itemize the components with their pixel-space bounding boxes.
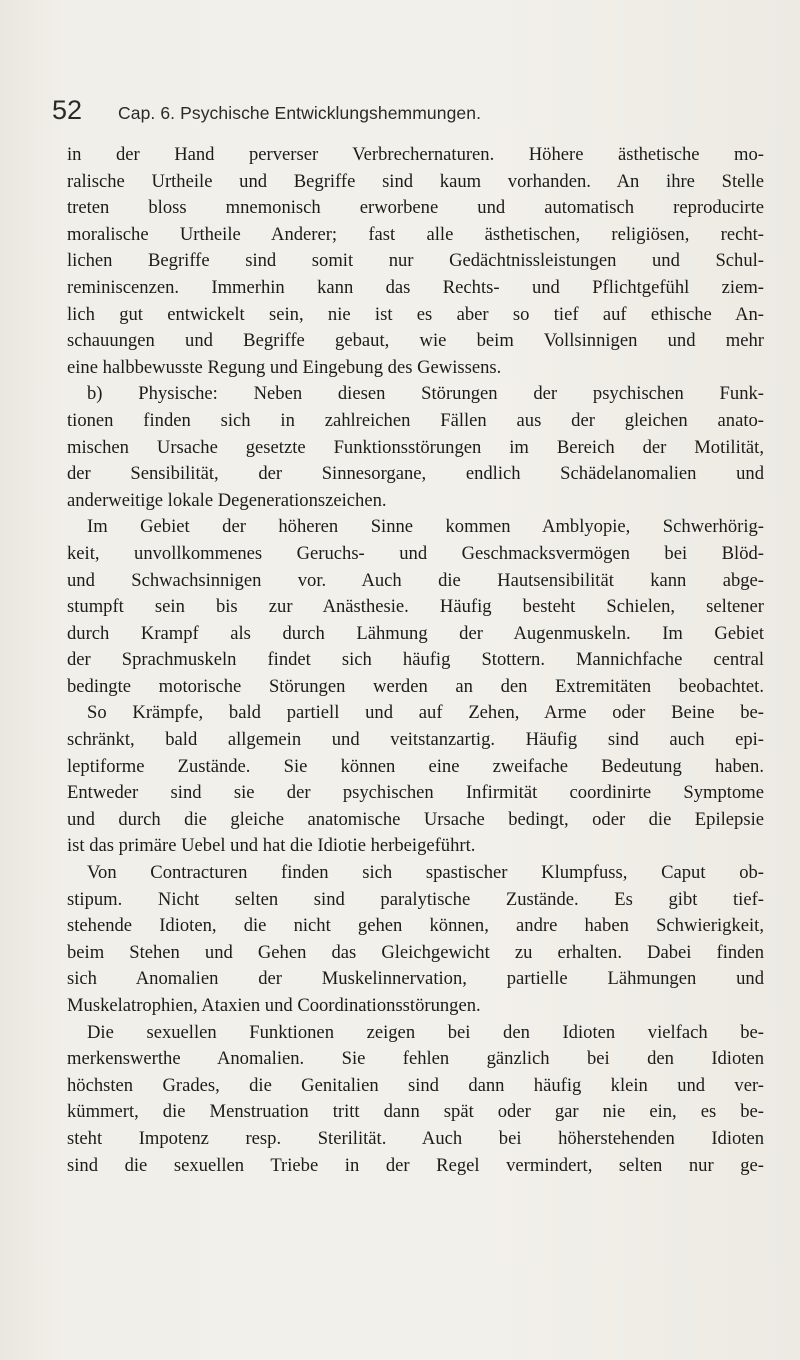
text-line: So Krämpfe, bald partiell und auf Zehen, Arme oder Beine be-: [87, 702, 764, 724]
page-header: [52, 95, 752, 131]
body-text: [67, 142, 764, 1179]
text-line: leptiforme Zustände. Sie können eine zweifache Bedeutung haben.: [67, 755, 764, 777]
text-line: der Sprachmuskeln findet sich häufig Stottern. Mannichfache central: [67, 649, 764, 671]
text-line: schränkt, bald allgemein und veitstanzartig. Häufig sind auch epi-: [67, 729, 764, 751]
text-line: beim Stehen und Gehen das Gleichgewicht zu erhalten. Dabei finden: [67, 941, 764, 963]
text-line: sich Anomalien der Muskelinnervation, partielle Lähmungen und: [67, 968, 764, 990]
text-line: höchsten Grades, die Genitalien sind dann häufig klein und ver-: [67, 1074, 764, 1096]
text-line: stehende Idioten, die nicht gehen können, andre haben Schwierigkeit,: [67, 915, 764, 937]
text-line: reminiscenzen. Immerhin kann das Rechts- und Pflichtgefühl ziem-: [67, 276, 764, 298]
text-line: Die sexuellen Funktionen zeigen bei den Idioten vielfach be-: [87, 1021, 764, 1043]
text-line: stipum. Nicht selten sind paralytische Zustände. Es gibt tief-: [67, 888, 764, 910]
text-line: lich gut entwickelt sein, nie ist es aber so tief auf ethische An-: [67, 303, 764, 325]
text-line: eine halbbewusste Regung und Eingebung des Gewissens.: [67, 356, 502, 378]
text-line: durch Krampf als durch Lähmung der Augenmuskeln. Im Gebiet: [67, 622, 764, 644]
text-line: moralische Urtheile Anderer; fast alle ästhetischen, religiösen, recht-: [67, 223, 764, 245]
text-line: Entweder sind sie der psychischen Infirmität coordinirte Symptome: [67, 782, 764, 804]
text-line: und durch die gleiche anatomische Ursache bedingt, oder die Epilepsie: [67, 808, 764, 830]
text-line: Im Gebiet der höheren Sinne kommen Amblyopie, Schwerhörig-: [87, 516, 764, 538]
text-line: in der Hand perverser Verbrechernaturen. Höhere ästhetische mo-: [67, 144, 764, 165]
text-line: keit, unvollkommenes Geruchs- und Geschmacksvermögen bei Blöd-: [67, 542, 764, 564]
text-line: merkenswerthe Anomalien. Sie fehlen gänzlich bei den Idioten: [67, 1048, 764, 1070]
text-line: sind die sexuellen Triebe in der Regel vermindert, selten nur ge-: [67, 1154, 764, 1176]
text-line: Muskelatrophien, Ataxien und Coordinationsstörungen.: [67, 995, 481, 1016]
text-line: ralische Urtheile und Begriffe sind kaum vorhanden. An ihre Stelle: [67, 170, 764, 192]
text-line: b) Physische: Neben diesen Störungen der psychischen Funk-: [87, 383, 764, 405]
text-line: mischen Ursache gesetzte Funktionsstörungen im Bereich der Motilität,: [67, 436, 764, 458]
text-line: lichen Begriffe sind somit nur Gedächtnissleistungen und Schul-: [67, 250, 764, 272]
text-line: stumpft sein bis zur Anästhesie. Häufig besteht Schielen, seltener: [67, 596, 764, 618]
text-line: anderweitige lokale Degenerationszeichen.: [67, 489, 387, 511]
text-line: treten bloss mnemonisch erworbene und automatisch reproducirte: [67, 197, 764, 219]
text-line: Von Contracturen finden sich spastischer Klumpfuss, Caput ob-: [87, 862, 764, 884]
text-line: und Schwachsinnigen vor. Auch die Hautsensibilität kann abge-: [67, 569, 764, 591]
running-title: Cap. 6. Psychische Entwicklungshemmungen.: [118, 103, 482, 123]
text-line: der Sensibilität, der Sinnesorgane, endlich Schädelanomalien und: [67, 463, 764, 485]
page-number: 52: [52, 95, 83, 125]
text-line: tionen finden sich in zahlreichen Fällen aus der gleichen anato-: [67, 409, 764, 431]
text-line: ist das primäre Uebel und hat die Idiotie herbeigeführt.: [67, 835, 476, 857]
text-line: steht Impotenz resp. Sterilität. Auch bei höherstehenden Idioten: [67, 1127, 764, 1149]
text-line: bedingte motorische Störungen werden an den Extremitäten beobachtet.: [67, 675, 764, 697]
text-line: schauungen und Begriffe gebaut, wie beim Vollsinnigen und mehr: [67, 330, 764, 352]
text-line: kümmert, die Menstruation tritt dann spät oder gar nie ein, es be-: [67, 1101, 764, 1123]
